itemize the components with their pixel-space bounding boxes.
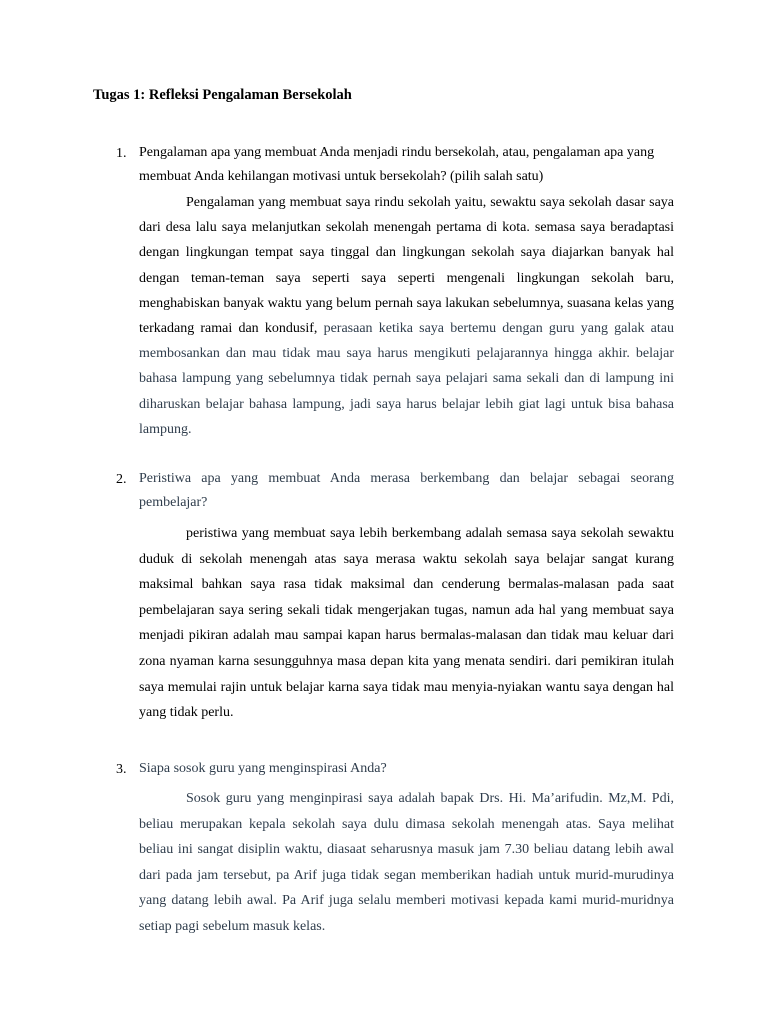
- list-item-1: [116, 141, 675, 442]
- item-answer-part2: perasaan ketika saya bertemu dengan guru yang galak atau membosankan dan mau tidak mau saya harus mengikuti pelajarannya hingga akhir. belajar bahasa lampung yang sebelumnya tidak pernah saya pelajari sama sekali dan di lampung ini diharuskan belajar bahasa lampung, jadi saya harus belajar lebih giat lagi untuk bisa bahasa lampung.: [139, 321, 675, 437]
- item-number: 1.: [116, 146, 127, 161]
- item-answer: [139, 190, 674, 442]
- document-title: Tugas 1: Refleksi Pengalaman Bersekolah: [93, 87, 352, 103]
- item-answer: Sosok guru yang menginpirasi saya adalah bapak Drs. Hi. Ma’arifudin. Mz,M. Pdi, beliau merupakan kepala sekolah saya dulu dimasa sekolah menengah atas. Saya melihat beliau ini sangat disiplin waktu, diasaat seharusnya masuk jam 7.30 beliau datang lebih awal dari pada jam tersebut, pa Arif juga tidak segan memberikan hadiah untuk murid-murudinya yang datang lebih awal. Pa Arif juga selalu memberi motivasi kepada kami murid-muridnya setiap pagi sebelum masuk kelas.: [139, 791, 674, 934]
- list-item-2: [116, 467, 674, 726]
- item-answer-part1: Pengalaman yang membuat saya rindu sekolah yaitu, sewaktu saya sekolah dasar saya dari desa lalu saya melanjutkan sekolah menengah pertama di kota. semasa saya beradaptasi dengan lingkungan tempat saya tinggal dan lingkungan sekolah saya diajarkan banyak hal dengan teman-teman saya seperti saya seperti mengenali lingkungan sekolah baru, menghabiskan banyak waktu yang belum pernah saya lakukan sebelumnya, suasana kelas yang terkadang ramai dan kondusif,: [139, 195, 674, 337]
- item-number: 3.: [116, 762, 127, 777]
- list-item-3: [116, 757, 674, 940]
- item-answer: peristiwa yang membuat saya lebih berkembang adalah semasa saya sekolah sewaktu duduk di sekolah menengah atas saya merasa waktu sekolah saya belajar sangat kurang maksimal bahkan saya rasa tidak maksimal dan cenderung bermalas-malasan pada saat pembelajaran saya sering sekali tidak mengerjakan tugas, namun ada hal yang membuat saya menjadi pikiran adalah mau sampai kapan harus bermalas-malasan dan tidak mau keluar dari zona nyaman karna sesungguhnya masa depan kita yang menata sendiri. dari pemikiran itulah saya memulai rajin untuk belajar karna saya tidak mau menyia-nyiakan wantu saya dengan hal yang tidak perlu.: [139, 526, 674, 721]
- item-question: Pengalaman apa yang membuat Anda menjadi rindu bersekolah, atau, pengalaman apa yang membuat Anda kehilangan motivasi untuk bersekolah? (pilih salah satu): [139, 145, 655, 184]
- item-number: 2.: [116, 472, 127, 487]
- item-question: Peristiwa apa yang membuat Anda merasa berkembang dan belajar sebagai seorang pembelajar?: [139, 471, 674, 510]
- item-question: Siapa sosok guru yang menginspirasi Anda?: [139, 761, 387, 776]
